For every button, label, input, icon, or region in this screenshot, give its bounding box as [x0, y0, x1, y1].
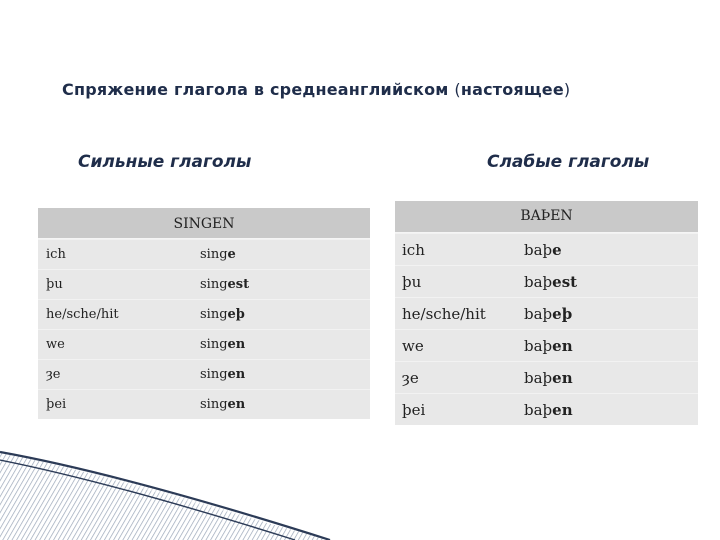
form-cell: baþest — [524, 272, 578, 291]
form-cell: singen — [200, 337, 246, 352]
title-main: Спряжение глагола в среднеанглийском — [62, 80, 455, 99]
pronoun-cell: þu — [46, 277, 63, 292]
pronoun-cell: we — [402, 336, 424, 355]
strong-verbs-heading: Сильные глаголы — [78, 152, 252, 172]
form-cell: singe — [200, 247, 236, 262]
table-header: BAÞEN — [395, 201, 698, 233]
title-paren-open: ( — [454, 80, 461, 99]
form-cell: singeþ — [200, 307, 245, 322]
form-cell: baþen — [524, 400, 573, 419]
form-cell: singen — [200, 397, 246, 412]
pronoun-cell: ȝe — [46, 367, 61, 382]
pronoun-cell: ȝe — [402, 368, 419, 387]
form-cell: singest — [200, 277, 250, 292]
pronoun-cell: þei — [402, 400, 426, 419]
pronoun-cell: ich — [46, 247, 66, 262]
weak-verbs-heading: Слабые глаголы — [487, 152, 650, 172]
pronoun-cell: ich — [402, 240, 425, 259]
form-cell: baþen — [524, 368, 573, 387]
pronoun-cell: we — [46, 337, 65, 352]
form-cell: baþe — [524, 240, 562, 259]
pronoun-cell: he/sche/hit — [402, 304, 486, 323]
pronoun-cell: he/sche/hit — [46, 307, 119, 322]
pronoun-cell: þei — [46, 397, 67, 412]
form-cell: baþen — [524, 336, 573, 355]
title-bold-word: настоящее — [460, 80, 564, 99]
table-header: SINGEN — [38, 208, 370, 239]
pronoun-cell: þu — [402, 272, 422, 291]
title-paren-close: ) — [563, 80, 571, 99]
form-cell: baþeþ — [524, 304, 573, 323]
form-cell: singen — [200, 367, 246, 382]
